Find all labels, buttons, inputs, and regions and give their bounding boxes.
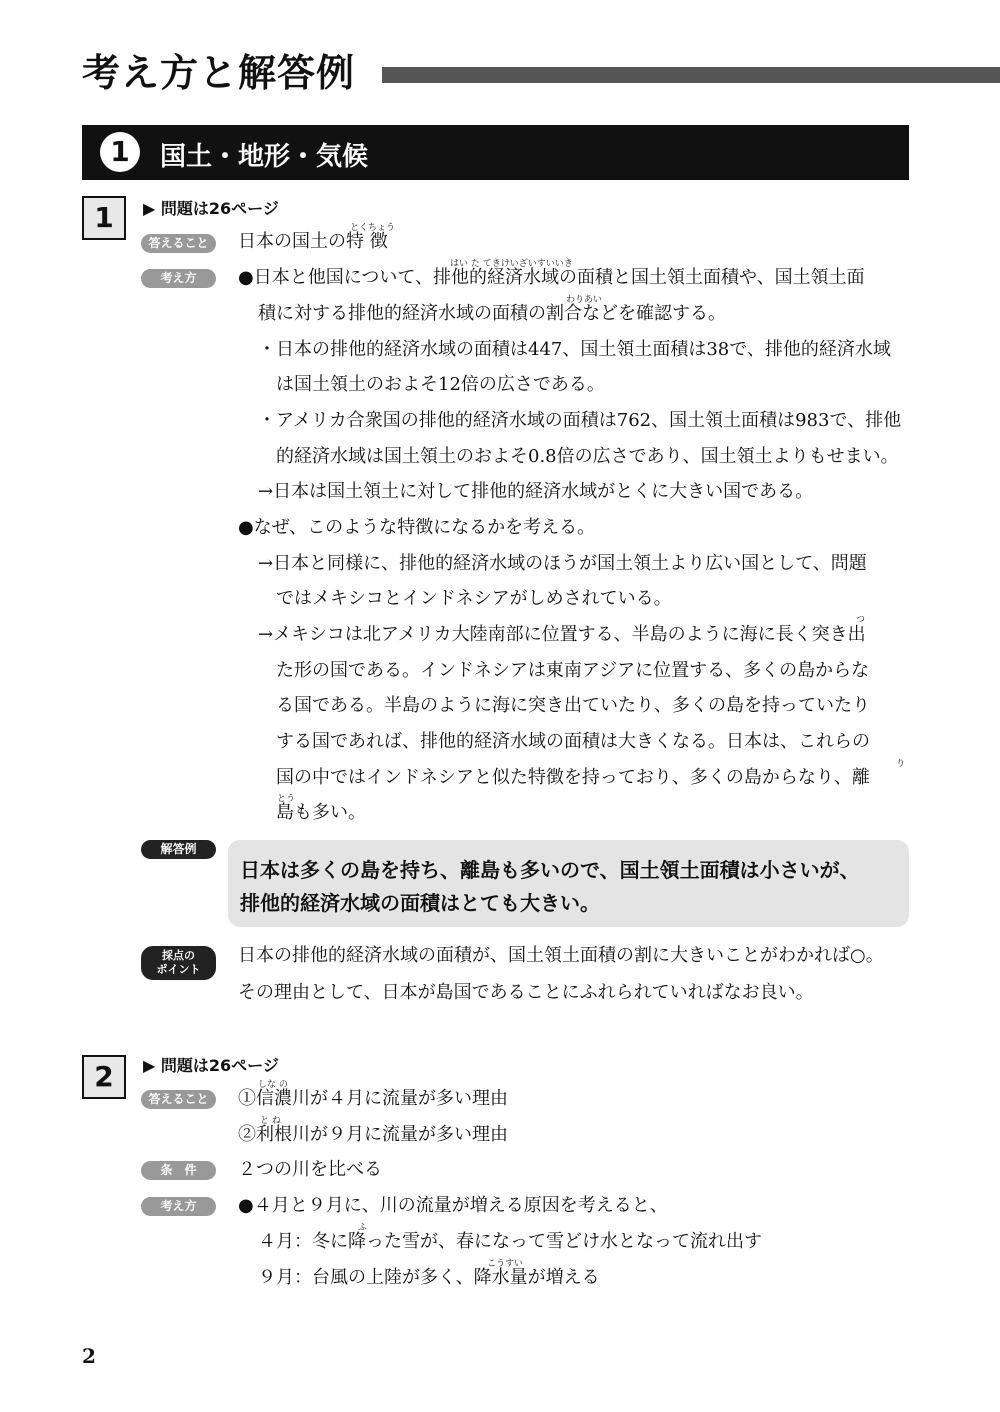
q1-line-14: する国であれば、排他的経済水域の面積は大きくなる。日本は、これらの (276, 731, 870, 752)
q1-line-16: 島も多い。 (276, 802, 366, 823)
q1-line-9: →日本と同様に、排他的経済水域のほうが国土領土より広い国として、問題 (258, 553, 867, 574)
q2-line-3: ９月：台風の上陸が多く、降水量が増える (258, 1267, 600, 1288)
question-2-page-ref: ▶ 問題は26ページ (143, 1056, 279, 1075)
q1-line-5: ・アメリカ合衆国の排他的経済水域の面積は762、国土領土面積は983で、排他 (258, 410, 902, 431)
q1-line-15: 国の中ではインドネシアと似た特徴を持っており、多くの島からなり、離 (276, 767, 870, 788)
q2-line-1: ●４月と９月に、川の流量が増える原因を考えると、 (238, 1195, 668, 1216)
ruby-tou: とう (277, 794, 296, 804)
section-number: 1 (100, 132, 140, 172)
label-example-answer: 解答例 (141, 840, 216, 859)
q1-answer-target: 日本の国土の特 徴 (238, 231, 388, 252)
q1-line-2: 積に対する排他的経済水域の面積の割合などを確認する。 (258, 303, 726, 324)
label-think: 考え方 (141, 269, 216, 288)
page-title: 考え方と解答例 (82, 51, 356, 95)
ruby-ri: り (896, 759, 906, 769)
label-scoring-point: 採点の ポイント (141, 946, 216, 980)
ruby-tokuchou: とくちょう (350, 223, 396, 233)
page-number: 2 (82, 1344, 96, 1368)
q1-line-4: は国土領土のおよそ12倍の広さである。 (276, 374, 605, 395)
question-1-page-ref: ▶ 問題は26ページ (143, 199, 279, 218)
q2-line-2: ４月：冬に降った雪が、春になって雪どけ水となって流れ出す (258, 1231, 762, 1252)
q1-line-1: ●日本と他国について、排他的経済水域の面積と国土領土面積や、国土領土面 (238, 267, 865, 288)
label-answer-target: 答えること (141, 234, 216, 253)
ruby-shinano: しな の (258, 1080, 288, 1090)
ruby-wariai: わりあい (566, 295, 603, 305)
question-number-2: 2 (82, 1055, 126, 1099)
q1-line-7: →日本は国土領土に対して排他的経済水域がとくに大きい国である。 (258, 481, 814, 502)
q2-answer-line-1: ①信濃川が４月に流量が多い理由 (238, 1088, 508, 1109)
q1-line-6: 的経済水域は国土領土のおよそ0.8倍の広さであり、国土領土よりもせまい。 (276, 446, 899, 467)
q1-line-11: →メキシコは北アメリカ大陸南部に位置する、半島のように海に長く突き出 (258, 624, 866, 645)
label-answer-target-2: 答えること (141, 1090, 216, 1109)
q1-line-10: ではメキシコとインドネシアがしめされている。 (276, 588, 672, 609)
example-answer-line-2: 排他的経済水域の面積はとても大きい。 (240, 891, 600, 915)
example-answer-line-1: 日本は多くの島を持ち、離島も多いので、国土領土面積は小さいが、 (240, 858, 860, 882)
ruby-tone: と ね (260, 1116, 281, 1126)
q2-condition: ２つの川を比べる (238, 1159, 382, 1180)
q1-line-13: る国である。半島のように海に突き出ていたり、多くの島を持っていたり (276, 695, 870, 716)
ruby-kousui: こうすい (487, 1259, 524, 1269)
q2-answer-line-2: ②利根川が９月に流量が多い理由 (238, 1124, 508, 1145)
question-number-1: 1 (82, 196, 126, 240)
q1-line-8: ●なぜ、このような特徴になるかを考える。 (238, 517, 596, 538)
q1-line-3: ・日本の排他的経済水域の面積は447、国土領土面積は38で、排他的経済水域 (258, 339, 891, 360)
ruby-fu: ふ (358, 1223, 368, 1233)
section-header (82, 125, 909, 180)
label-condition: 条 件 (141, 1161, 216, 1180)
title-rule (382, 67, 1000, 83)
label-think-2: 考え方 (141, 1197, 216, 1216)
point-line-2: その理由として、日本が島国であることにふれられていればなお良い。 (238, 982, 814, 1003)
q1-line-12: た形の国である。インドネシアは東南アジアに位置する、多くの島からな (276, 660, 870, 681)
ruby-haita: はい た てきけいざいすいいき (450, 259, 573, 269)
ruby-tsu: つ (856, 615, 866, 625)
section-title: 国土・地形・気候 (160, 142, 369, 172)
point-line-1: 日本の排他的経済水域の面積が、国土領土面積の割に大きいことがわかれば○。 (238, 945, 884, 966)
